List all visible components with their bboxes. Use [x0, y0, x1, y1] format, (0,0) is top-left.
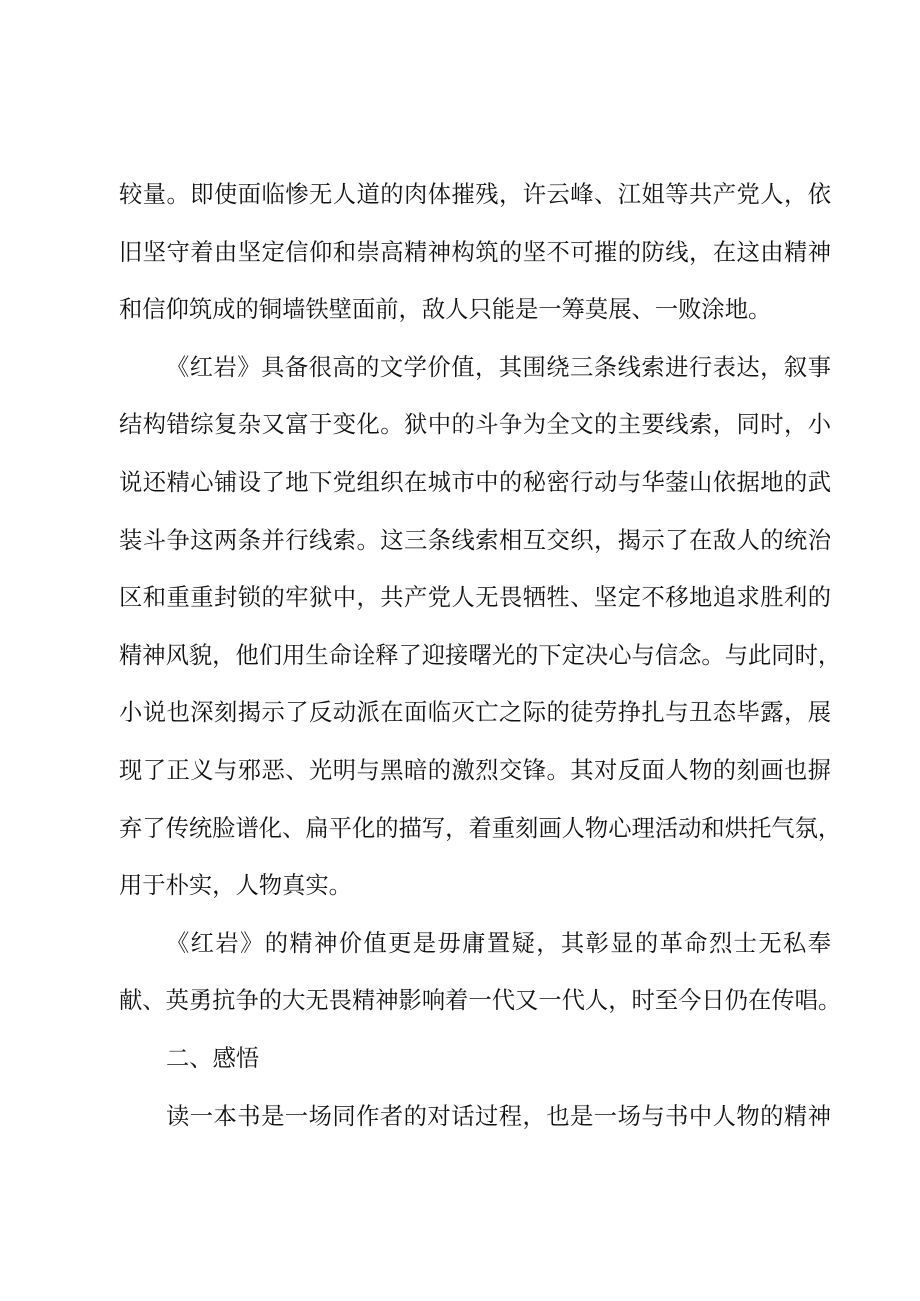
paragraph-2-line-10: 用于朴实，人物真实。	[119, 872, 352, 900]
paragraph-2-line-8: 现了正义与邪恶、光明与黑暗的激烈交锋。其对反面人物的刻画也摒	[119, 756, 831, 784]
paragraph-2-line-9: 弃了传统脸谱化、扁平化的描写，着重刻画人物心理活动和烘托气氛，	[119, 814, 842, 842]
paragraph-1-line-3: 和信仰筑成的铜墙铁壁面前，敌人只能是一筹莫展、一败涂地。	[119, 296, 772, 324]
paragraph-2-line-5: 区和重重封锁的牢狱中，共产党人无畏牺牲、坚定不移地追求胜利的	[119, 584, 831, 612]
paragraph-2-line-3: 说还精心铺设了地下党组织在城市中的秘密行动与华蓥山依据地的武	[119, 468, 831, 496]
paragraph-3-line-1: 《红岩》的精神价值更是毋庸置疑，其彰显的革命烈士无私奉	[166, 929, 831, 957]
paragraph-4-line-1: 读一本书是一场同作者的对话过程，也是一场与书中人物的精神	[166, 1102, 831, 1130]
paragraph-2-line-4: 装斗争这两条并行线索。这三条线索相互交织，揭示了在敌人的统治	[119, 526, 831, 554]
paragraph-2-line-2: 结构错综复杂又富于变化。狱中的斗争为全文的主要线索，同时，小	[119, 411, 831, 439]
paragraph-2-line-6: 精神风貌，他们用生命诠释了迎接曙光的下定决心与信念。与此同时，	[119, 641, 842, 669]
paragraph-1-line-2: 旧坚守着由坚定信仰和崇高精神构筑的坚不可摧的防线，在这由精神	[119, 238, 831, 266]
document-body	[119, 166, 842, 1145]
paragraph-2-line-1: 《红岩》具备很高的文学价值，其围绕三条线索进行表达，叙事	[166, 353, 831, 381]
paragraph-3-line-2: 献、英勇抗争的大无畏精神影响着一代又一代人，时至今日仍在传唱。	[119, 987, 842, 1015]
paragraph-1-line-1: 较量。即使面临惨无人道的肉体摧残，许云峰、江姐等共产党人，依	[119, 181, 831, 208]
section-heading: 二、感悟	[166, 1044, 260, 1072]
paragraph-2-line-7: 小说也深刻揭示了反动派在面临灭亡之际的徒劳挣扎与丑态毕露，展	[119, 699, 831, 727]
